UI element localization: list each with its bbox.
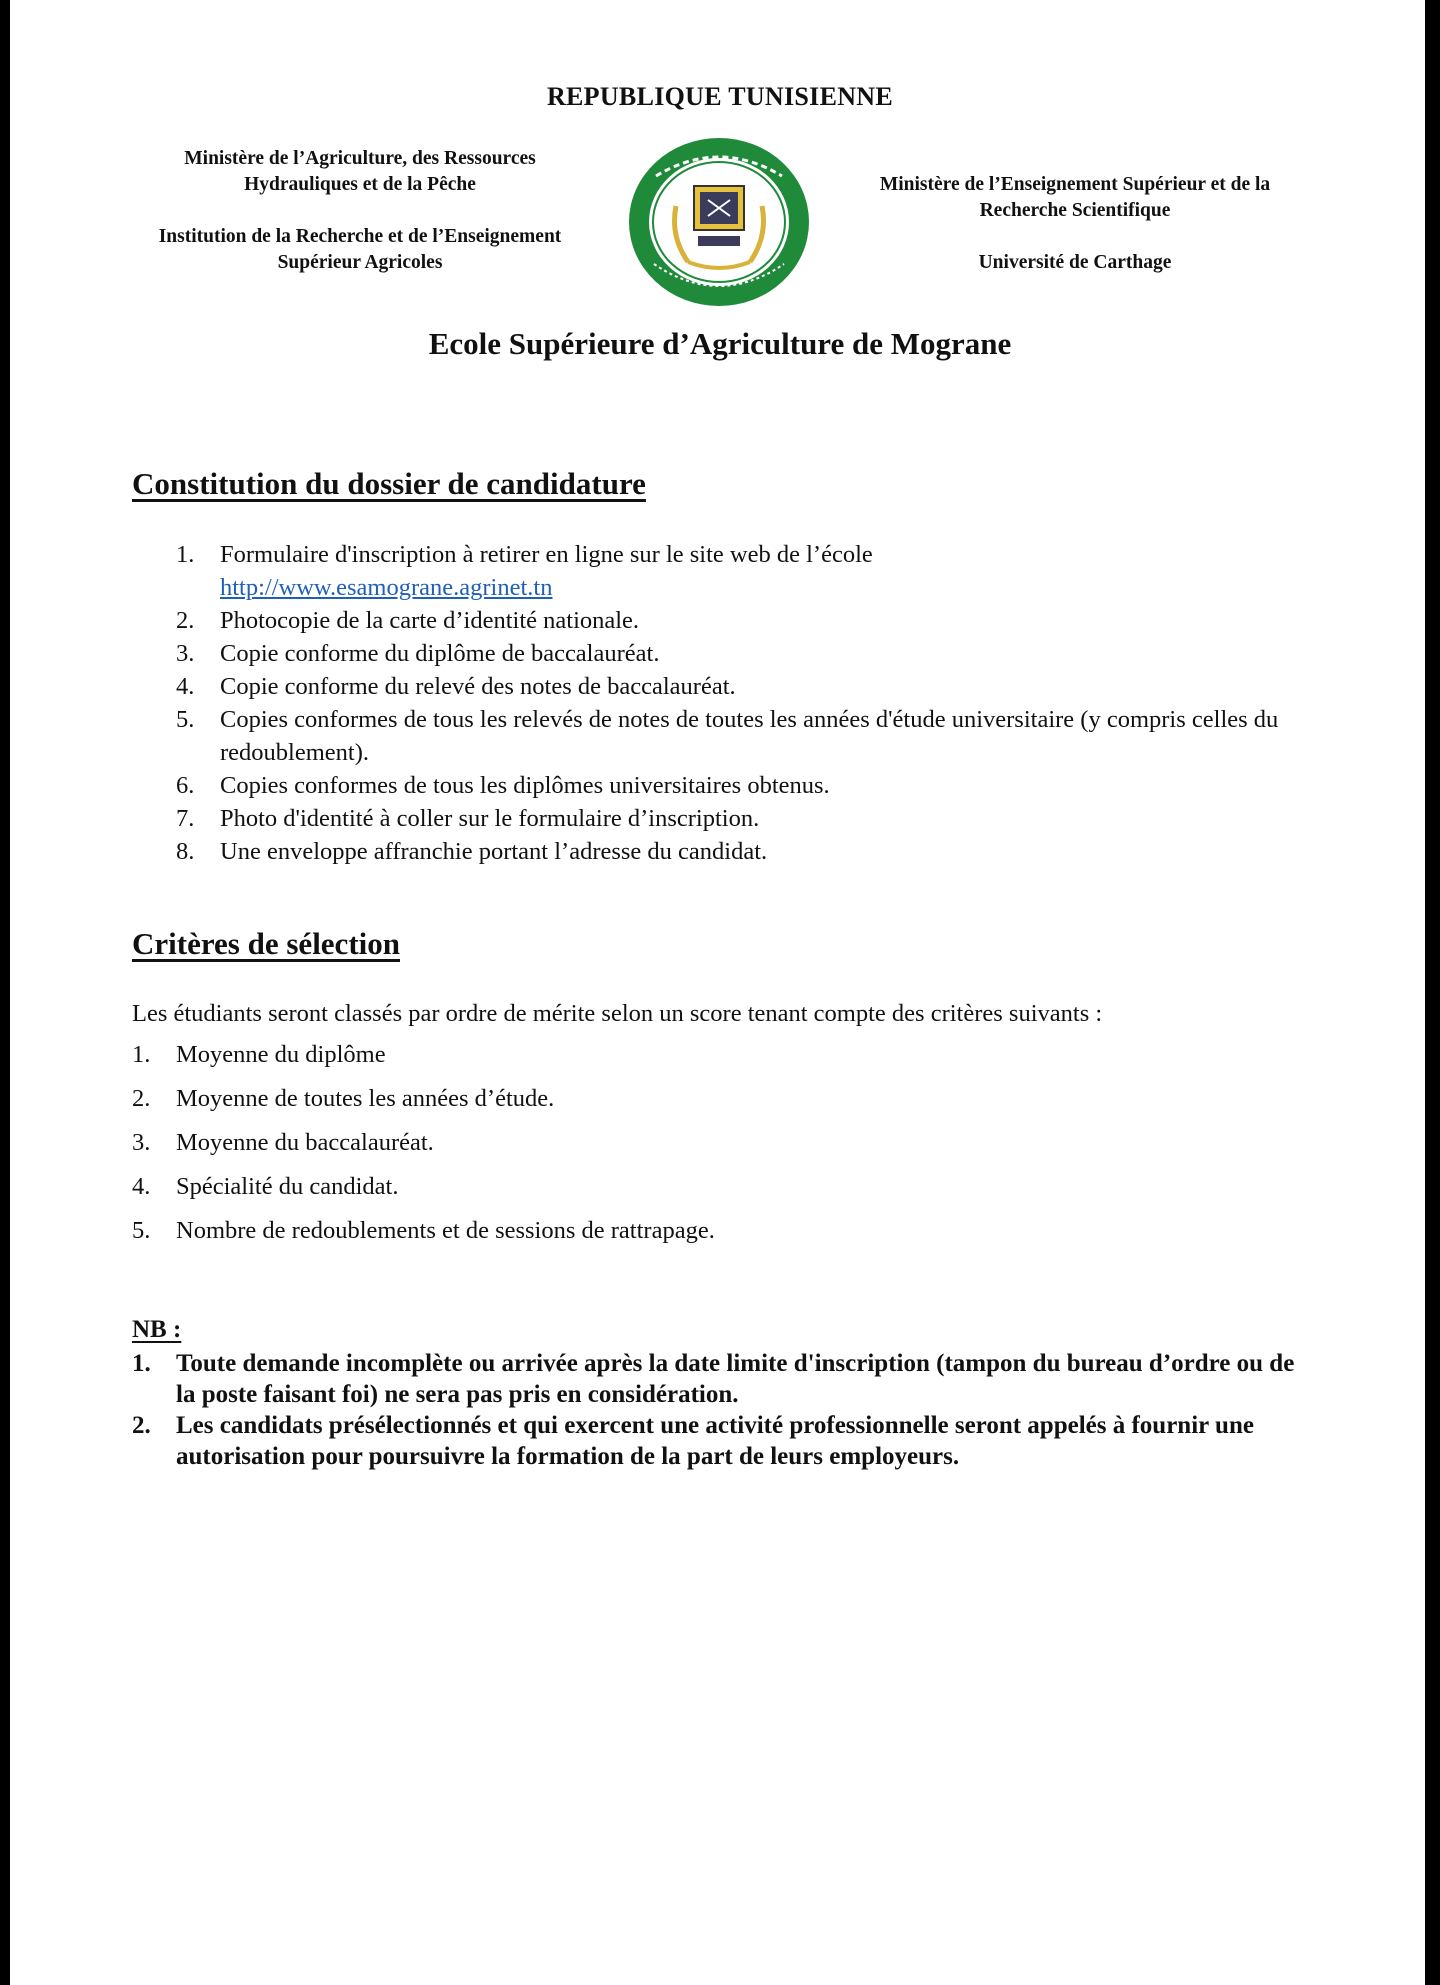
list-item — [132, 1348, 1312, 1410]
list-item-number: 2. — [132, 1412, 151, 1439]
republic-title: REPUBLIQUE TUNISIENNE — [546, 82, 894, 111]
list-item-text: Nombre de redoublements et de sessions de rattrapage. — [176, 1217, 715, 1244]
ministry-agriculture-line2: Hydrauliques et de la Pêche — [244, 174, 476, 195]
list-item-text: Une enveloppe affranchie portant l’adresse du candidat. — [220, 838, 768, 865]
list-item-number: 8. — [176, 838, 195, 865]
dossier-section-title: Constitution du dossier de candidature — [132, 466, 646, 501]
school-website-link[interactable]: http://www.esamograne.agrinet.tn — [220, 574, 553, 601]
list-item-number: 2. — [132, 1085, 151, 1112]
criteria-list — [132, 1038, 715, 1258]
list-item-text: Toute demande incomplète ou arrivée après la date limite d'inscription (tampon du bureau d’ordre ou de la poste faisant foi) ne sera pas pris en considération. — [176, 1350, 1295, 1408]
list-item — [132, 1038, 715, 1082]
list-item — [132, 1170, 715, 1214]
list-item-number: 5. — [176, 706, 195, 733]
list-item-number: 3. — [132, 1129, 151, 1156]
institution-line1: Institution de la Recherche et de l’Enseignement — [158, 226, 562, 247]
ministry-agriculture — [138, 146, 582, 198]
list-item-number: 7. — [176, 805, 195, 832]
list-item-number: 1. — [132, 1041, 151, 1068]
list-item — [176, 703, 1316, 769]
list-item-text: Moyenne de toutes les années d’étude. — [176, 1085, 555, 1112]
list-item-number: 6. — [176, 772, 195, 799]
list-item-number: 3. — [176, 640, 195, 667]
list-item-text: Photo d'identité à coller sur le formulaire d’inscription. — [220, 805, 760, 832]
list-item-number: 4. — [176, 673, 195, 700]
list-item-text: Moyenne du baccalauréat. — [176, 1129, 434, 1156]
list-item-text: Copies conformes de tous les diplômes universitaires obtenus. — [220, 772, 830, 799]
nb-list — [132, 1348, 1312, 1472]
list-item — [176, 538, 1316, 604]
list-item — [132, 1410, 1312, 1472]
criteria-section-title: Critères de sélection — [132, 926, 400, 961]
institution-line2: Supérieur Agricoles — [277, 252, 443, 273]
criteria-intro: Les étudiants seront classés par ordre de mérite selon un score tenant compte des critères suivants : — [132, 1000, 1103, 1027]
ministry-higher-education-line2: Recherche Scientifique — [979, 200, 1171, 221]
list-item-text: Copie conforme du relevé des notes de baccalauréat. — [220, 673, 736, 700]
list-item-number: 4. — [132, 1173, 151, 1200]
list-item — [176, 637, 1316, 670]
list-item — [176, 802, 1316, 835]
school-name: Ecole Supérieure d’Agriculture de Mograne — [428, 326, 1012, 361]
list-item — [132, 1082, 715, 1126]
nb-title: NB : — [132, 1316, 182, 1343]
list-item — [132, 1214, 715, 1258]
list-item — [132, 1126, 715, 1170]
list-item-text: Spécialité du candidat. — [176, 1173, 399, 1200]
list-item — [176, 769, 1316, 802]
list-item-text: Moyenne du diplôme — [176, 1041, 386, 1068]
ministry-agriculture-line1: Ministère de l’Agriculture, des Ressources — [184, 148, 536, 169]
list-item-number: 1. — [176, 541, 195, 568]
list-item-text: Copies conformes de tous les relevés de notes de toutes les années d'étude universitaire (y compris celles du redoublement). — [220, 706, 1279, 766]
university-name: Université de Carthage — [978, 252, 1172, 273]
list-item-text: Copie conforme du diplôme de baccalauréat. — [220, 640, 660, 667]
ministry-higher-education — [855, 172, 1295, 224]
school-emblem-icon — [626, 136, 812, 308]
list-item — [176, 670, 1316, 703]
list-item-number: 1. — [132, 1350, 151, 1377]
list-item-text: Formulaire d'inscription à retirer en ligne sur le site web de l’école — [220, 541, 873, 568]
list-item-text: Photocopie de la carte d’identité nationale. — [220, 607, 640, 634]
dossier-list — [176, 538, 1316, 868]
list-item — [176, 835, 1316, 868]
list-item-number: 5. — [132, 1217, 151, 1244]
list-item-number: 2. — [176, 607, 195, 634]
institution-iresa — [138, 224, 582, 276]
list-item-text: Les candidats présélectionnés et qui exercent une activité professionnelle seront appelés à fournir une autorisation pour poursuivre la formation de la part de leurs employeurs. — [176, 1412, 1254, 1470]
ministry-higher-education-line1: Ministère de l’Enseignement Supérieur et de la — [879, 174, 1271, 195]
list-item — [176, 604, 1316, 637]
